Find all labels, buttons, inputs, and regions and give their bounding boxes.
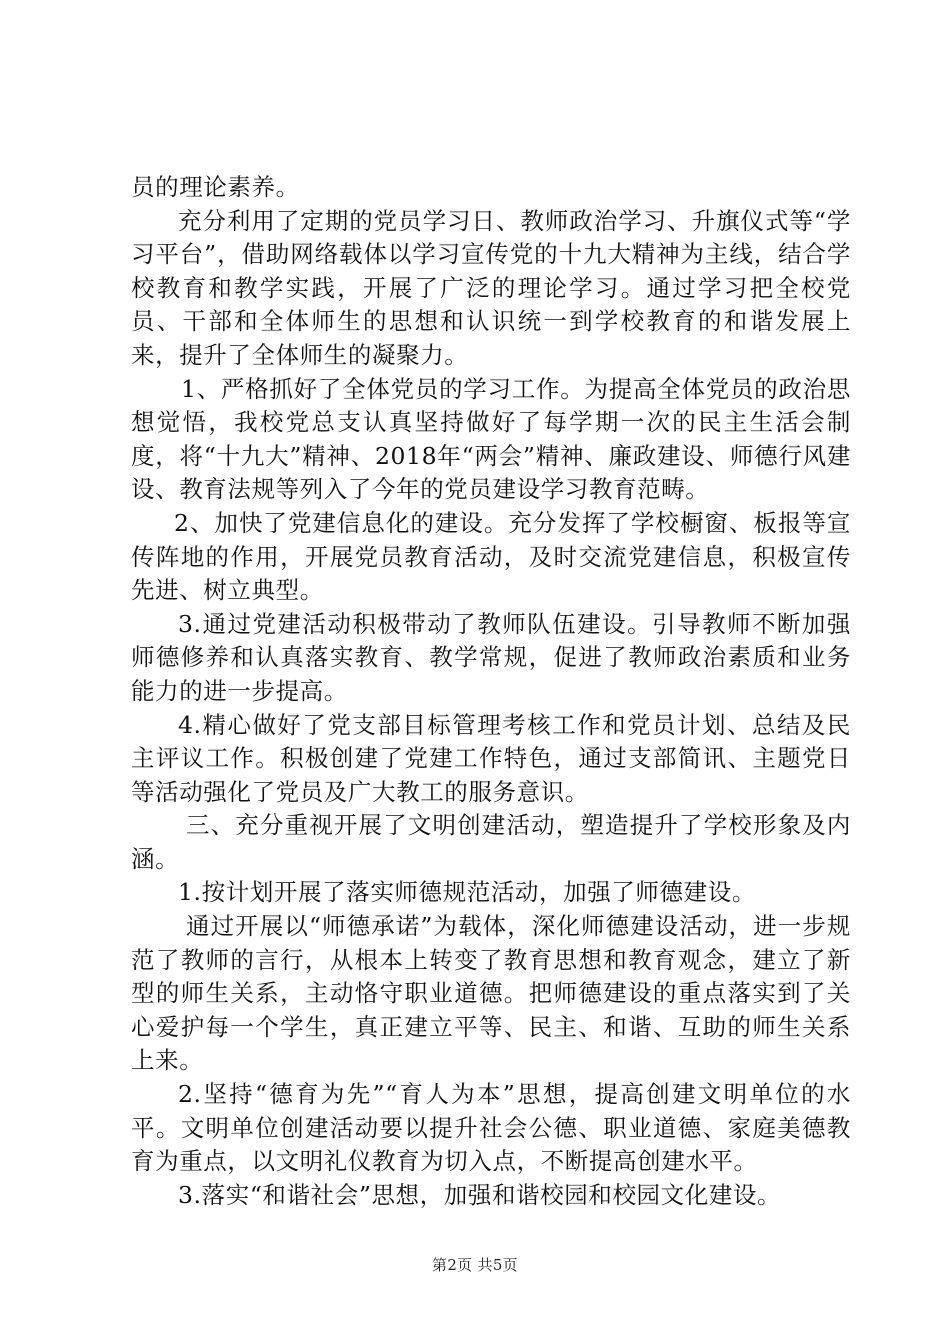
paragraph-theory-study: 充分利用了定期的党员学习日、教师政治学习、升旗仪式等“学习平台”，借助网络载体以学习宣传党的十九大精神为主线，结合学校教育和教学实践，开展了广泛的理论学习。通过学习把全校党员、干部和全体师生的思想和认识统一到学校教育的和谐发展上来，提升了全体师生的凝聚力。 (131, 206, 851, 369)
paragraph-item-1-ethics-plan: 1.按计划开展了落实师德规范活动，加强了师德建设。 (178, 878, 756, 907)
paragraph-ethics-commitment: 通过开展以“师德承诺”为载体，深化师德建设活动，进一步规范了教师的言行，从根本上转变了教育思想和教育观念，建立了新型的师生关系，主动恪守职业道德。把师德建设的重点落实到了关心爱护每一个学生，真正建立平等、民主、和谐、互助的师生关系上来。 (131, 912, 851, 1075)
paragraph-continuation: 员的理论素养。 (131, 173, 300, 201)
page-number-footer: 第2页 共5页 (432, 1256, 518, 1274)
paragraph-item-1-party-study: 1、严格抓好了全体党员的学习工作。为提高全体党员的政治思想觉悟，我校党总支认真坚持做好了每学期一次的民主生活会制度，将“十九大”精神、2018年“两会”精神、廉政建设、师德行风建设、教育法规等列入了今年的党员建设学习教育范畴。 (131, 374, 851, 504)
paragraph-item-4-target-management: 4.精心做好了党支部目标管理考核工作和党员计划、总结及民主评议工作。积极创建了党建工作特色，通过支部简讯、主题党日等活动强化了党员及广大教工的服务意识。 (131, 710, 851, 806)
paragraph-item-3-harmonious-campus: 3.落实“和谐社会”思想，加强和谐校园和校园文化建设。 (178, 1180, 782, 1209)
section-heading-civilization: 三、充分重视开展了文明创建活动，塑造提升了学校形象及内涵。 (131, 811, 851, 873)
paragraph-item-2-informatization: 2、加快了党建信息化的建设。充分发挥了学校橱窗、板报等宣传阵地的作用，开展党员教育活动，及时交流党建信息，积极宣传先进、树立典型。 (131, 508, 851, 605)
paragraph-item-2-moral-education: 2.坚持“德育为先”“育人为本”思想，提高创建文明单位的水平。文明单位创建活动要以提升社会公德、职业道德、家庭美德教育为重点，以文明礼仪教育为切入点，不断提高创建水平。 (131, 1080, 851, 1176)
document-body (131, 171, 851, 1212)
paragraph-item-3-teacher-team: 3.通过党建活动积极带动了教师队伍建设。引导教师不断加强师德修养和认真落实教育、教学常规，促进了教师政治素质和业务能力的进一步提高。 (131, 609, 851, 705)
